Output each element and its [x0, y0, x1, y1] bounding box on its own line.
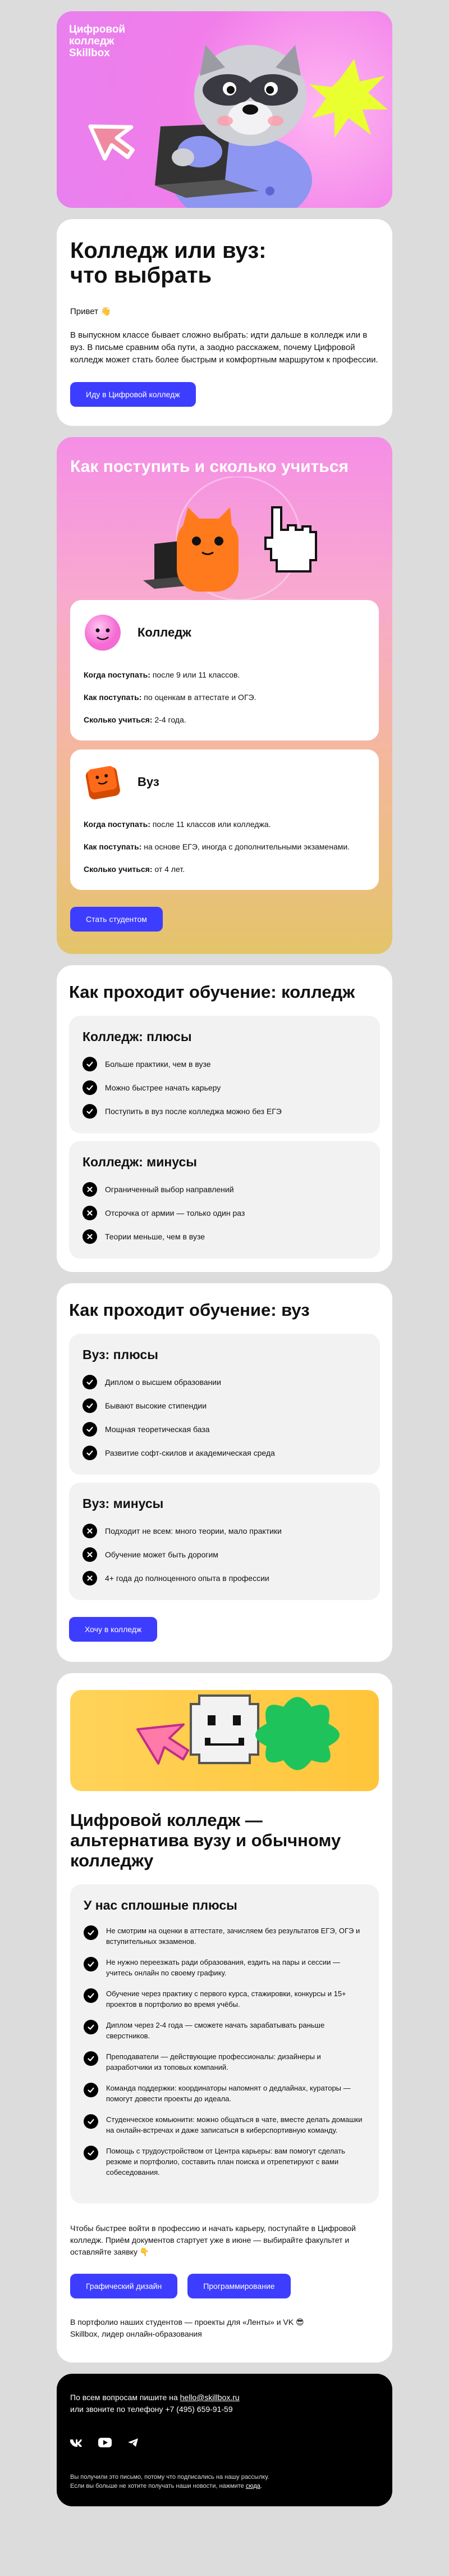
footer [57, 2374, 392, 2506]
list-item [84, 1988, 365, 2010]
hero-banner [57, 11, 392, 208]
college-cons-card [69, 1141, 380, 1259]
cross-icon [83, 1571, 97, 1585]
portfolio-text: В портфолио наших студентов — проекты для «Ленты» и VK 😎 [70, 2318, 304, 2327]
uni-when: Когда поступать: после 11 классов или колледжа. [84, 820, 271, 829]
list-item-text: Обучение через практику с первого курса, стажировки, конкурсы и 15+ проектов в портфолио во время учёбы. [106, 1989, 346, 2009]
cross-icon [83, 1547, 97, 1562]
college-card [70, 600, 379, 740]
cross-icon [83, 1524, 97, 1538]
check-icon [84, 1957, 98, 1971]
promo-banner [70, 1690, 379, 1791]
want-college-button[interactable]: Хочу в колледж [69, 1617, 157, 1642]
list-item [83, 1524, 366, 1538]
list-item-text: Ограниченный выбор направлений [105, 1185, 234, 1194]
logo[interactable]: Цифровой колледж Skillbox [69, 24, 126, 59]
contact-email-line: По всем вопросам пишите на hello@skillbox.ru [70, 2393, 240, 2402]
check-icon [84, 2083, 98, 2097]
list-item [83, 1229, 366, 1244]
list-item [84, 1957, 365, 1978]
uni-pros-title: Вуз: плюсы [83, 1347, 158, 1362]
email-link[interactable]: hello@skillbox.ru [180, 2393, 240, 2402]
advantages-title: У нас сплошные плюсы [84, 1898, 237, 1912]
subscription-note: Вы получили это письмо, потому что подписались на нашу рассылку. [70, 2474, 269, 2480]
uni-study-section [57, 1283, 392, 1662]
list-item-text: Преподаватели — действующие профессионалы: дизайнеры и разработчики из топовых компаний. [106, 2052, 321, 2071]
contact-phone-line: или звоните по телефону +7 (495) 659-91-59 [70, 2405, 233, 2414]
list-item [84, 2083, 365, 2104]
list-item [83, 1446, 366, 1460]
college-when: Когда поступать: после 9 или 11 классов. [84, 670, 240, 679]
list-item-text: Диплом о высшем образовании [105, 1378, 221, 1387]
list-item [84, 2114, 365, 2136]
telegram-icon[interactable] [127, 2438, 139, 2450]
final-title: Цифровой колледж — альтернатива вузу и обычному колледжу [70, 1810, 341, 1870]
list-item-text: Помощь с трудоустройством от Центра карьеры: вам помогут сделать резюме и портфолио, составить план поиска и отрепетируют с вами собеседования. [106, 2147, 345, 2177]
list-item [83, 1057, 366, 1071]
list-item [84, 1925, 365, 1947]
list-item [83, 1375, 366, 1389]
intro-text: В выпускном классе бывает сложно выбрать: идти дальше в колледж или в вуз. В письме сравним оба пути, а заодно расскажем, почему Цифровой колледж может стать более быстрым и комфортным маршрутом к профессии. [70, 330, 378, 365]
list-item-text: Студенческое комьюнити: можно общаться в чате, вместе делать домашки на онлайн-встречах и даже записаться в киберспортивную команду. [106, 2115, 363, 2134]
cross-icon [83, 1182, 97, 1197]
graphic-design-button[interactable]: Графический дизайн [70, 2274, 177, 2298]
college-study-title: Как проходит обучение: колледж [69, 982, 355, 1002]
list-item-text: Больше практики, чем в вузе [105, 1060, 211, 1069]
uni-study-title: Как проходит обучение: вуз [69, 1300, 310, 1320]
check-icon [83, 1104, 97, 1119]
college-title: Колледж [138, 625, 191, 639]
list-item-text: Отсрочка от армии — только один раз [105, 1209, 245, 1217]
page-title: Колледж или вуз: что выбрать [70, 238, 267, 288]
cross-icon [83, 1229, 97, 1244]
list-item-text: Теории меньше, чем в вузе [105, 1232, 205, 1241]
list-item-text: Развитие софт-скилов и академическая среда [105, 1448, 275, 1457]
admission-title: Как поступить и сколько учиться [70, 457, 349, 476]
check-icon [83, 1446, 97, 1460]
list-item-text: Не нужно переезжать ради образования, ездить на пары и сессии — учитесь онлайн по своему графику. [106, 1958, 341, 1977]
unsubscribe-note: Если вы больше не хотите получать наши новости, нажмите сюда. [70, 2483, 262, 2489]
list-item-text: Подходит не всем: много теории, мало практики [105, 1526, 282, 1535]
list-item-text: Не смотрим на оценки в аттестате, зачисляем без результатов ЕГЭ, ОГЭ и вступительных экзаменов. [106, 1927, 360, 1946]
admission-illustration [70, 476, 379, 600]
list-item [84, 2020, 365, 2041]
check-icon [83, 1422, 97, 1437]
list-item [84, 2146, 365, 2178]
uni-how: Как поступать: на основе ЕГЭ, иногда с дополнительными экзаменами. [84, 842, 350, 851]
keycap-icon [84, 763, 122, 801]
list-item [83, 1080, 366, 1095]
greeting-text: Привет 👋 [70, 307, 111, 316]
smiley-icon [84, 614, 122, 652]
uni-pros-card [69, 1334, 380, 1475]
portfolio-signature: Skillbox, лидер онлайн-образования [70, 2329, 202, 2338]
uni-cons-card [69, 1483, 380, 1600]
college-how: Как поступать: по оценкам в аттестате и ОГЭ. [84, 693, 256, 702]
advantages-card [70, 1884, 379, 2204]
list-item-text: Диплом через 2-4 года — сможете начать зарабатывать раньше сверстников. [106, 2021, 325, 2040]
list-item-text: Мощная теоретическая база [105, 1425, 210, 1434]
list-item [83, 1206, 366, 1220]
uni-duration: Сколько учиться: от 4 лет. [84, 865, 185, 874]
college-pros-card [69, 1016, 380, 1133]
social-links [70, 2438, 379, 2450]
intro-section [57, 219, 392, 426]
list-item-text: Обучение может быть дорогим [105, 1550, 218, 1559]
check-icon [83, 1375, 97, 1389]
check-icon [83, 1080, 97, 1095]
check-icon [84, 1925, 98, 1940]
university-card [70, 749, 379, 890]
college-study-section [57, 965, 392, 1272]
pixel-smiley-illustration [70, 1690, 379, 1791]
check-icon [84, 2051, 98, 2066]
list-item-text: 4+ года до полноценного опыта в профессии [105, 1574, 269, 1583]
check-icon [84, 1988, 98, 2003]
college-cons-title: Колледж: минусы [83, 1155, 197, 1169]
list-item [83, 1104, 366, 1119]
list-item-text: Можно быстрее начать карьеру [105, 1083, 221, 1092]
cross-icon [83, 1206, 97, 1220]
check-icon [83, 1398, 97, 1413]
uni-cons-title: Вуз: минусы [83, 1496, 164, 1511]
unsubscribe-link[interactable]: сюда [245, 2483, 260, 2489]
vk-icon[interactable] [70, 2439, 83, 2450]
college-duration: Сколько учиться: 2-4 года. [84, 715, 186, 724]
cat-cursor-illustration [70, 476, 379, 600]
list-item [83, 1398, 366, 1413]
list-item-text: Команда поддержки: координаторы напомнят о дедлайнах, кураторы — помогут довести проекты до идеала. [106, 2084, 351, 2103]
list-item [84, 2051, 365, 2073]
admission-section [57, 437, 392, 954]
raccoon-illustration [57, 11, 392, 208]
check-icon [84, 2114, 98, 2129]
youtube-icon[interactable] [98, 2438, 112, 2450]
check-icon [84, 2146, 98, 2160]
programming-button[interactable]: Программирование [187, 2274, 290, 2298]
check-icon [84, 2020, 98, 2034]
college-pros-title: Колледж: плюсы [83, 1029, 192, 1044]
cta-text: Чтобы быстрее войти в профессию и начать карьеру, поступайте в Цифровой колледж. Приём документов стартует уже в июне — выбирайте факультет и оставляйте заявку 👇 [70, 2224, 356, 2256]
list-item-text: Бывают высокие стипендии [105, 1401, 207, 1410]
check-icon [83, 1057, 97, 1071]
university-title: Вуз [138, 775, 159, 789]
list-item [83, 1571, 366, 1585]
go-college-button[interactable]: Иду в Цифровой колледж [70, 382, 196, 407]
list-item-text: Поступить в вуз после колледжа можно без ЕГЭ [105, 1107, 282, 1116]
digital-college-section [57, 1673, 392, 2363]
list-item [83, 1182, 366, 1197]
list-item [83, 1547, 366, 1562]
list-item [83, 1422, 366, 1437]
become-student-button[interactable]: Стать студентом [70, 907, 163, 932]
